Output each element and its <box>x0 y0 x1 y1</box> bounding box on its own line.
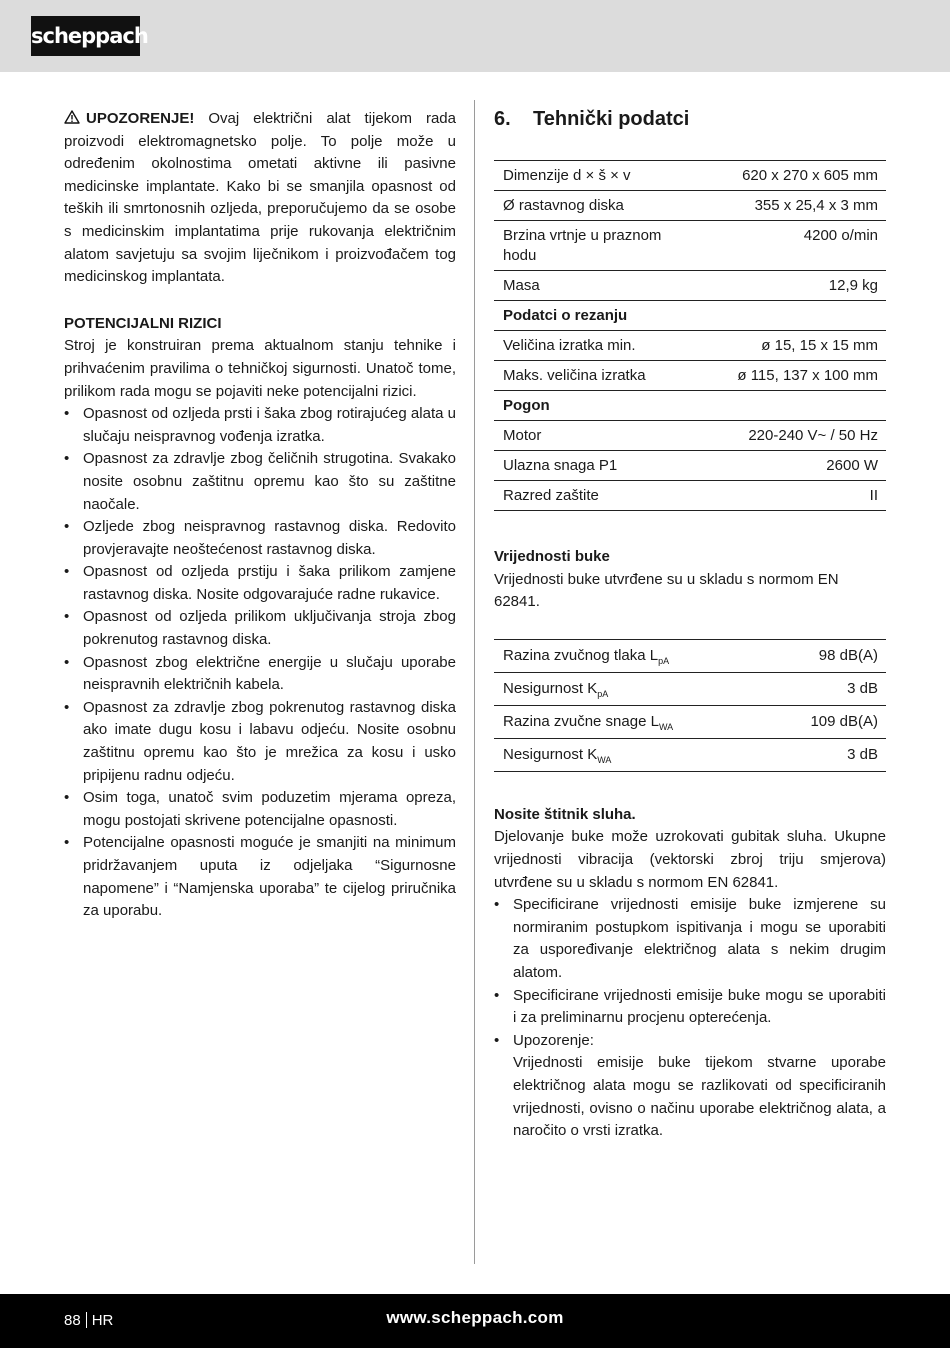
risks-heading: POTENCIJALNI RIZICI <box>64 314 222 332</box>
list-item: • Specificirane vrijednosti emisije buke mogu se uporabiti i za preliminarnu procjenu opterećenja. <box>494 986 886 1027</box>
warning-label: UPOZORENJE! <box>86 110 195 127</box>
list-item: • Osim toga, unatoč svim poduzetim mjerama opreza, mogu postojati skrivene potencijalne opasnosti. <box>64 789 456 829</box>
noise-values-table <box>494 639 886 772</box>
noise-intro: Vrijednosti buke utvrđene su u skladu s normom EN 62841. <box>494 570 839 611</box>
list-item: • Opasnost za zdravlje zbog pokrenutog rastavnog diska ako imate dugu kosu i labavu odjeću. Nosite osobnu zaštitnu opremu kao što je mrežica za kosu i usko pripijenu radnu odjeću. <box>64 698 456 784</box>
table-row: Razina zvučnog tlaka $L_{pA}$ 98 dB(A) <box>494 639 886 672</box>
noise-notes-list <box>494 894 886 1143</box>
bullet-marker: • <box>64 789 70 807</box>
table-row: Ulazna snaga P1 2600 W <box>494 451 886 481</box>
right-column <box>494 104 886 1143</box>
section-number: 6. <box>494 108 511 130</box>
table-row: Nesigurnost $K_{WA}$ 3 dB <box>494 738 886 771</box>
bullet-marker: • <box>64 563 70 581</box>
bullet-marker: • <box>494 896 500 914</box>
section-title-text: Tehnički podatci <box>533 108 690 130</box>
warning-triangle-icon <box>64 110 80 124</box>
list-item <box>494 1030 886 1143</box>
table-row: Dimenzije d × š × v 620 x 270 x 605 mm <box>494 161 886 191</box>
table-row: Brzina vrtnje u praznom hodu 4200 o/min <box>494 221 886 271</box>
language-code: HR <box>91 1312 114 1329</box>
bullet-marker: • <box>494 986 500 1004</box>
list-item: • Opasnost od ozljeda prstiju i šaka prilikom zamjene rastavnog diska. Nosite odgovarajuće radne rukavice. <box>64 563 456 603</box>
page-header <box>0 0 950 72</box>
hearing-protection-text: Djelovanje buke može uzrokovati gubitak sluha. Ukupne vrijednosti vibracija (vektorski zbroj triju smjerova) utvrđene su u skladu s normom EN 62841. <box>494 828 886 891</box>
emf-warning-paragraph <box>64 108 456 289</box>
warning-text: Ovaj električni alat tijekom rada proizvodi elektromagnetsko polje. To polje može u određenim okolnostima ometati aktivne ili pasivne medicinske implantate. Kako bi se smanjila opasnost od teških ili smrtonosnih ozljeda, preporučujemo da se osobe s medicinskim implantatima prije rukovanja električnim alatom savjetuju sa svojim liječnikom i proizvođačem tog medicinskog implantata. <box>64 110 456 286</box>
table-row: Razina zvučne snage $L_{WA}$ 109 dB(A) <box>494 705 886 738</box>
list-item: • Specificirane vrijednosti emisije buke izmjerene su normiranim postupkom ispitivanja i mogu se uporabiti za uspoređivanje električnog alata s nekim drugim alatom. <box>494 896 886 981</box>
risks-list <box>64 403 456 923</box>
table-row: Razred zaštite II <box>494 481 886 511</box>
list-item: • Opasnost od ozljeda prilikom uključivanja stroja zbog pokrenutog rastavnog diska. <box>64 608 456 649</box>
list-item: • Opasnost za zdravlje zbog čeličnih strugotina. Svakako nosite osobnu zaštitnu opremu kao što su zaštitne naočale. <box>64 450 456 513</box>
technical-data-table <box>494 160 886 511</box>
table-group-row: Podatci o rezanju <box>494 301 886 331</box>
bullet-marker: • <box>64 405 70 423</box>
website-url: www.scheppach.com <box>386 1308 564 1327</box>
bullet-marker: • <box>64 698 70 716</box>
bullet-marker: • <box>64 653 70 671</box>
table-row: Ø rastavnog diska 355 x 25,4 x 3 mm <box>494 191 886 221</box>
table-row: Veličina izratka min. ø 15, 15 x 15 mm <box>494 331 886 361</box>
list-item: • Opasnost zbog električne energije u slučaju uporabe neispravnih električnih kabela. <box>64 653 456 694</box>
warning-note-text: Vrijednosti emisije buke tijekom stvarne uporabe električnog alata mogu se razlikovati od specificiranih vrijednosti, ovisno o načinu uporabe električnog alata, a naročito o vrsti izratka. <box>513 1054 886 1140</box>
bullet-marker: • <box>64 450 70 468</box>
bullet-marker: • <box>64 608 70 626</box>
table-row: Masa 12,9 kg <box>494 271 886 301</box>
table-row: Motor 220-240 V~ / 50 Hz <box>494 421 886 451</box>
table-group-row: Pogon <box>494 391 886 421</box>
page-footer <box>0 1294 950 1348</box>
section-title <box>494 104 886 134</box>
list-item: • Potencijalne opasnosti moguće je smanjiti na minimum pridržavanjem uputa iz odjeljaka “Sigurnosne napomene” i “Namjenska uporaba” te cijelog priručnika za uporabu. <box>64 834 456 920</box>
table-row: Nesigurnost $K_{pA}$ 3 dB <box>494 672 886 705</box>
bullet-marker: • <box>494 1031 500 1049</box>
warning-note-label: Upozorenje: <box>513 1031 594 1049</box>
list-item: • Ozljede zbog neispravnog rastavnog diska. Redovito provjeravajte neoštećenost rastavnog diska. <box>64 518 456 558</box>
left-column <box>64 108 456 923</box>
brand-logo: scheppach <box>31 16 140 56</box>
bullet-marker: • <box>64 834 70 852</box>
table-row: Maks. veličina izratka ø 115, 137 x 100 mm <box>494 361 886 391</box>
bullet-marker: • <box>64 518 70 536</box>
hearing-protection-heading: Nosite štitnik sluha. <box>494 805 636 823</box>
list-item: • Opasnost od ozljeda prsti i šaka zbog rotirajućeg alata u slučaju neispravnog vođenja izratka. <box>64 405 456 445</box>
column-divider <box>474 100 475 1264</box>
page-number: 88 HR <box>64 1312 114 1329</box>
noise-heading: Vrijednosti buke <box>494 548 610 565</box>
risks-intro: Stroj je konstruiran prema aktualnom stanju tehnike i prihvaćenim pravilima o tehničkoj sigurnosti. Unatoč tome, prilikom rada mogu se pojaviti neke potencijalni rizici. <box>64 337 456 400</box>
